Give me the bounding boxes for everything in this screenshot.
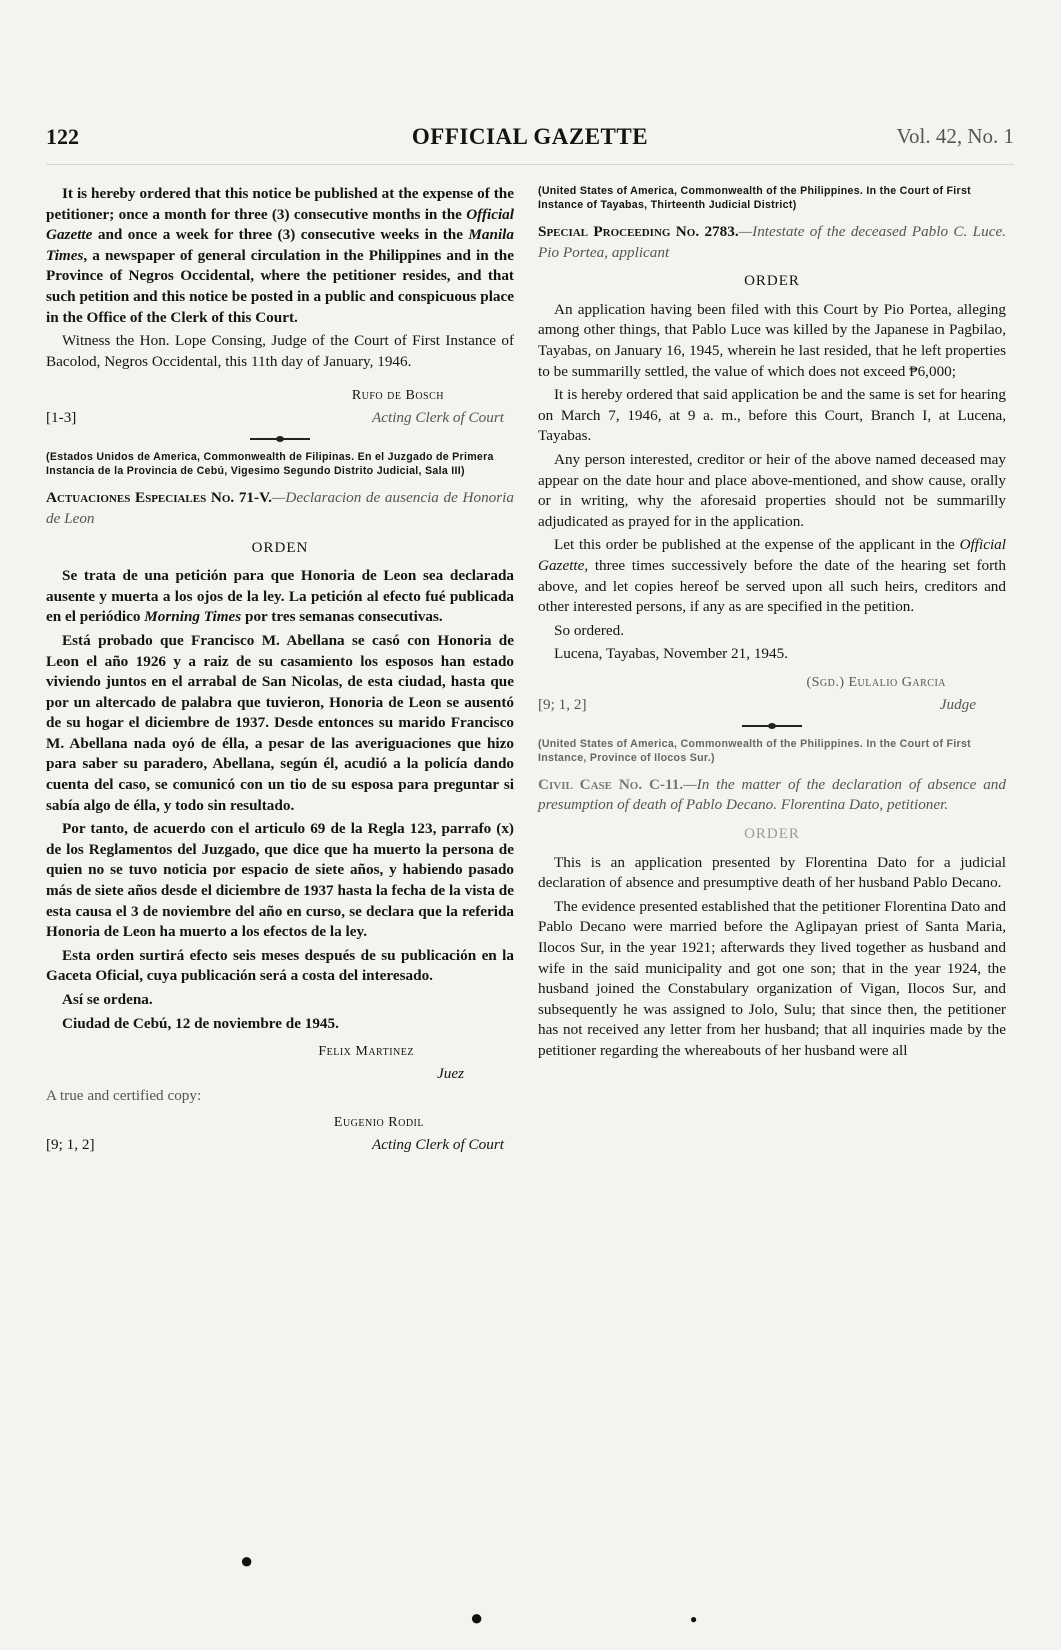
signature-martinez: Felix Martinez <box>318 1044 414 1060</box>
signature-martinez-title: Juez <box>437 1065 464 1083</box>
volume-number: Vol. 42, No. 1 <box>896 124 1014 148</box>
left-column <box>46 184 514 1157</box>
signature-garcia: (Sgd.) Eulalio Garcia <box>806 674 946 690</box>
signature-rodil-title: [9; 1, 2] Acting Clerk of Court <box>46 1135 504 1153</box>
order-paragraph-5: So ordered. <box>554 621 625 639</box>
page-number: 122 <box>46 124 79 149</box>
court-caption-tayabas: (United States of America, Commonwealth of the Philippines. In the Court of First Instance of Tayabas, Thirteenth Judicial District) <box>538 185 971 211</box>
orden-paragraph-1: Se trata de una petición para que Honoria de Leon sea declarada ausente y muerta a los ojos de la ley. La petición al efecto fué publicada en el periódico Morning Times por tres semanas consecutivas. <box>46 567 514 626</box>
signature-bosch: Rufo de Bosch <box>351 388 444 404</box>
signature-rodil: Eugenio Rodil <box>333 1114 424 1130</box>
order2-paragraph-2: The evidence presented established that the petitioner Florentina Dato and Pablo Decano were married before the Aglipayan priest of Santa Maria, Ilocos Sur, in the year 1921; afterwards they lived together as husband and wife in the said municipality and got one son; that in the year 1924, the husband joined the Constabulary organization of Vigan, Ilocos Sur, and subsequently he was assigned to Jolo, Sulu; that since then, the petitioner has not received any letter from her husband; that all inquiries made by the petitioner regarding the whereabouts of her husband were all <box>538 897 1006 1059</box>
order-date: Lucena, Tayabas, November 21, 1945. <box>554 645 788 663</box>
ink-blot-mark: ● <box>240 1548 254 1573</box>
case-title-tayabas: Special Proceeding No. 2783.—Intestate of the deceased Pablo C. Luce. Pio Portea, applicant <box>538 223 1006 261</box>
notice-paragraph: It is hereby ordered that this notice be published at the expense of the petitioner; once a month for three (3) consecutive months in the Official Gazette and once a week for three (3) consecutive weeks in the Manila Times, a newspaper of general circulation in the Philippines and in the Province of Negros Occidental, where the petitioner resides, and that such petition and this notice be posted in a public and conspicuous place in the Office of the Clerk of this Court. <box>46 185 514 326</box>
right-column <box>538 184 1006 1065</box>
true-copy-line: A true and certified copy: <box>46 1087 202 1105</box>
case-title-ilocos: Civil Case No. C-11.—In the matter of the declaration of absence and presumption of death of Pablo Decano. Florentina Dato, petitioner. <box>538 775 1006 814</box>
orden-paragraph-5: Así se ordena. <box>62 991 153 1008</box>
order-paragraph-4: Let this order be published at the expense of the applicant in the Official Gazette, three times successively before the date of the hearing set forth above, and let copies hereof be served upon all such heirs, creditors and other interested persons, if any as are specified in the petition. <box>538 536 1006 616</box>
order2-paragraph-1: This is an application presented by Florentina Dato for a judicial declaration of absence and presumptive death of her husband Pablo Decano. <box>538 853 1006 892</box>
order-paragraph-3: Any person interested, creditor or heir of the above named deceased may appear on the date hour and place above-mentioned, and show cause, orally or in writing, why the aforesaid properties should not be summarilly adjudicated as prayed for in the application. <box>538 450 1006 530</box>
publication-title: OFFICIAL GAZETTE <box>411 124 649 149</box>
heading-order-1: ORDER <box>744 273 800 290</box>
court-caption-ilocos: (United States of America, Commonwealth of the Philippines. In the Court of First Instance, Province of Ilocos Sur.) <box>538 737 971 764</box>
orden-date: Ciudad de Cebú, 12 de noviembre de 1945. <box>62 1014 339 1032</box>
witness-paragraph: Witness the Hon. Lope Consing, Judge of the Court of First Instance of Bacolod, Negros Occidental, this 11th day of January, 1946. <box>46 332 514 370</box>
page-header <box>46 124 1014 160</box>
heading-orden: ORDEN <box>251 539 309 556</box>
header-rule <box>46 164 1014 165</box>
section-divider <box>250 438 310 440</box>
section-divider <box>742 725 802 727</box>
orden-paragraph-3: Por tanto, de acuerdo con el articulo 69 de la Regla 123, parrafo (x) de los Reglamentos del Juzgado, que dice que ha muerto la persona de quien no se tuvo noticia por espacio de siete años, y habiendo pasado más de siete años desde el diciembre de 1937 hasta la fecha de la vista de esta causa el 3 de noviembre del año en curso, se declara que la referida Honoria de Leon ha muerto a los efectos de la ley. <box>46 820 514 941</box>
ink-blot-mark: ● <box>470 1605 484 1630</box>
heading-order-2: ORDER <box>744 826 800 843</box>
order-paragraph-2: It is hereby ordered that said application be and the same is set for hearing on March 7, 1946, at 9 a. m., before this Court, Branch I, at Lucena, Tayabas. <box>538 386 1006 445</box>
court-caption-cebu: (Estados Unidos de America, Commonwealth de Filipinas. En el Juzgado de Primera Instancia de la Provincia de Cebú, Vigesimo Segundo Distrito Judicial, Sala III) <box>46 451 494 478</box>
signature-garcia-title: [9; 1, 2] Judge <box>538 695 976 713</box>
case-title-cebu: Actuaciones Especiales No. 71-V.—Declaracion de ausencia de Honoria de Leon <box>46 489 514 527</box>
order-paragraph-1: An application having been filed with this Court by Pio Portea, alleging among other things, that Pablo Luce was killed by the Japanese in Pagbilao, Tayabas, on January 16, 1945, wherein he last resided, that he left properties to be summarilly settled, the value of which does not exceed ₱6,000; <box>538 300 1006 380</box>
orden-paragraph-4: Esta orden surtirá efecto seis meses después de su publicación en la Gaceta Oficial, cuya publicación será a costa del interesado. <box>46 946 514 985</box>
orden-paragraph-2: Está probado que Francisco M. Abellana se casó con Honoria de Leon el año 1926 y a raiz de su casamiento los esposos han estado viviendo juntos en el arrabal de San Nicolas, de esta ciudad, hasta que por un altercado de palabra que tuvieron, Honoria de Leon se ausentó de su hogar el diciembre de 1937. Desde entonces su marido Francisco M. Abellana nada oyó de élla, a pesar de las averiguaciones que hizo para saber su paradero, Abellana, según él, acudió a la policía dando cuenta del caso, se comunicó con un tio de su esposa para preguntar si sabía algo de élla, y todo sin resultado. <box>46 631 514 814</box>
signature-bosch-title: [1-3] Acting Clerk of Court <box>46 409 504 427</box>
ink-blot-mark: ● <box>690 1612 698 1626</box>
